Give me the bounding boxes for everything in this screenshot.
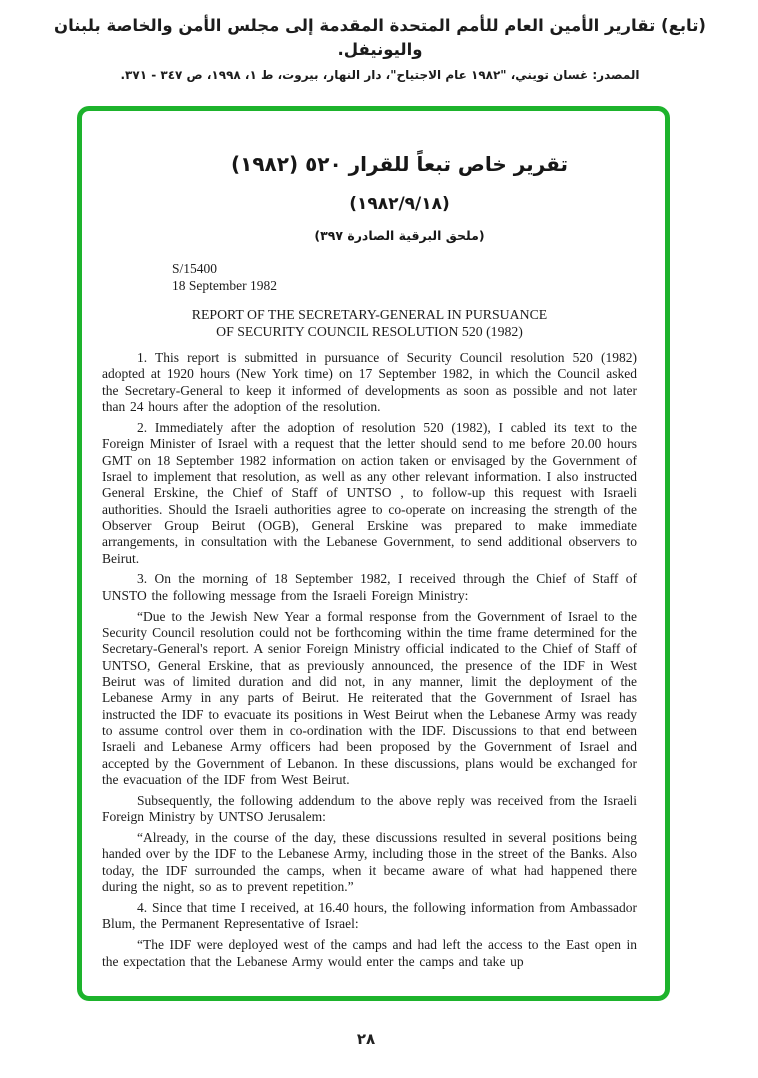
report-heading <box>102 307 637 340</box>
page-number: ٢٨ <box>356 1030 376 1048</box>
arabic-title-line1: تقرير خاص تبعاً للقرار ٥٢٠ (١٩٨٢) <box>230 152 569 176</box>
report-heading-line1: REPORT OF THE SECRETARY-GENERAL IN PURSUANCE <box>191 307 548 322</box>
report-paragraph: Subsequently, the following addendum to the above reply was received from the Israeli Foreign Ministry by UNTSO Jerusalem: <box>102 792 637 825</box>
report-body <box>102 350 637 974</box>
report-paragraph: 4. Since that time I received, at 16.40 hours, the following information from Ambassador Blum, the Permanent Representative of Israel: <box>102 900 637 932</box>
report-frame <box>77 106 670 1001</box>
source-note <box>30 14 730 84</box>
report-paragraph: “Already, in the course of the day, these discussions resulted in several positions being handed over by the IDF to the Lebanese Army, including those in the street of the Banks. Also today, the IDF surrounded the camps, when it became aware of what had happened there during the night, so as to prevent repetition.” <box>102 830 637 895</box>
document-date: 18 September 1982 <box>172 278 277 293</box>
report-paragraph: “The IDF were deployed west of the camps and had left the access to the East open in the expectation that the Lebanese Army would enter the camps and take up <box>102 937 637 969</box>
document-symbol: S/15400 <box>172 261 218 276</box>
source-note-line1: (تابع) تقارير الأمين العام للأمم المتحدة المقدمة إلى مجلس الأمن والخاصة بلبنان واليونيفل. <box>54 16 706 59</box>
report-paragraph: 2. Immediately after the adoption of resolution 520 (1982), I cabled its text to the Foreign Minister of Israel with a request that the letter should send to me before 20.00 hours GMT on 18 September 1982 information on action taken or envisaged by the Government of Israel to implement that resolution, as well as any other relevant information. I also instructed General Erskine, the Chief of Staff of UNTSO , to follow-up this request with Israeli authorities. Should the Israeli authorities agree to co-operate on increasing the strength of the Observer Group Beirut (OGB), General Erskine was prepared to make immediate arrangements, in consultation with the Lebanese Government, to send additional observers to Beirut. <box>102 419 637 566</box>
report-paragraph: 1. This report is submitted in pursuance of Security Council resolution 520 (1982) adopted at 1920 hours (New York time) on 17 September 1982, in which the Council asked the Secretary-General to keep it informed of developments as soon as possible and not later than 24 hours after the adoption of the resolution. <box>102 350 637 415</box>
document-reference-block <box>172 260 277 294</box>
report-heading-line2: OF SECURITY COUNCIL RESOLUTION 520 (1982) <box>216 323 523 339</box>
report-paragraph: “Due to the Jewish New Year a formal response from the Government of Israel to the Security Council resolution could not be forthcoming within the time frame determined for the Secretary-General's report. A senior Foreign Ministry official indicated to the Chief of Staff of UNTSO, General Erskine, that as previously announced, the presence of the IDF in West Beirut was of limited duration and did not, in any manner, limit the deployment of the Lebanese Army in any parts of Beirut. He reiterated that the Government of Israel has instructed the IDF to evacuate its positions in West Beirut when the Lebanese Army was ready to assume control over them in co-ordination with the IDF. Discussions to that end between Israeli and Lebanese Army officers had been proposed by the Government of Israel and accepted by the Government of Lebanon. In these discussions, plans would be exchanged for the evacuation of the IDF from West Beirut. <box>102 608 637 788</box>
report-paragraph: 3. On the morning of 18 September 1982, I received through the Chief of Staff of UNSTO the following message from the Israeli Foreign Ministry: <box>102 571 637 603</box>
source-note-line2: المصدر: غسان تويني، "١٩٨٢ عام الاجتياح"، دار النهار، بيروت، ط ١، ١٩٩٨، ص ٣٤٧ - ٣٧١. <box>120 68 640 82</box>
arabic-title-line2: (١٩٨٢/٩/١٨) <box>349 194 450 214</box>
arabic-title-line3: (ملحق البرقية الصادرة ٣٩٧) <box>314 228 485 243</box>
arabic-title-block <box>82 149 665 245</box>
